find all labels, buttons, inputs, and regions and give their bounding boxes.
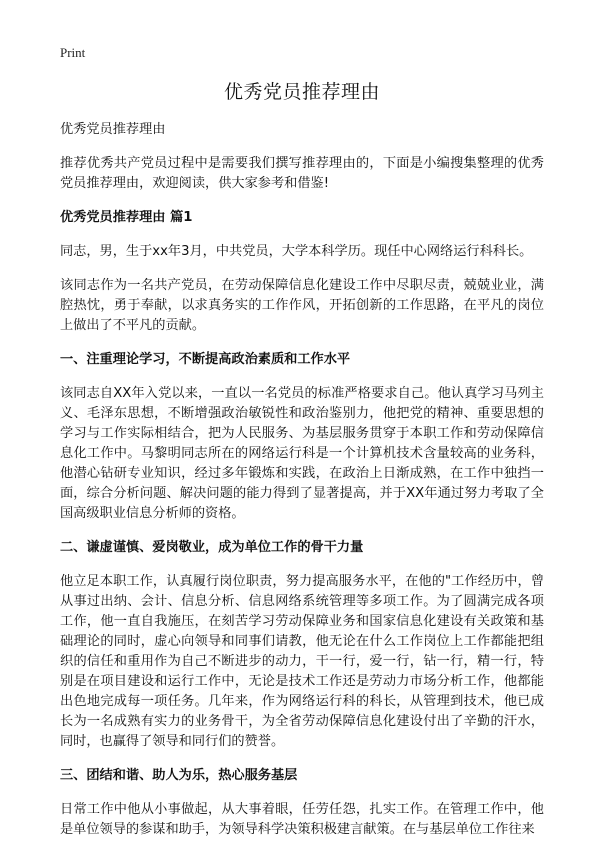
- page-title: 优秀党员推荐理由: [223, 81, 380, 103]
- print-link[interactable]: Print: [60, 45, 86, 60]
- heading-2: 二、谦虚谨慎、爱岗敬业，成为单位工作的骨干力量: [60, 540, 364, 555]
- heading-1: 一、注重理论学习，不断提高政治素质和工作水平: [60, 352, 351, 367]
- intro-paragraph: 推荐优秀共产党员过程中是需要我们撰写推荐理由的，下面是小编搜集整理的优秀党员推荐理由，欢迎阅读，供大家参考和借鉴!: [60, 156, 544, 191]
- section-title: 优秀党员推荐理由 篇1: [60, 210, 193, 225]
- paragraph-2: 该同志作为一名共产党员，在劳动保障信息化建设工作中尽职尽责，兢兢业业，满腔热忱，勇于奉献，以求真务实的工作作风，开拓创新的工作思路，在平凡的岗位上做出了不平凡的贡献。: [60, 278, 544, 333]
- paragraph-4: 他立足本职工作，认真履行岗位职责，努力提高服务水平，在他的"工作经历中，曾从事过出纳、会计、信息分析、信息网络系统管理等多项工作。为了圆满完成各项工作，他一直自我施压，在刻苦学习劳动保障业务和国家信息化建设有关政策和基础理论的同时，虚心向领导和同事们请教，他无论在什么工作岗位上工作都能把组织的信任和重用作为自己不断进步的动力，干一行，爱一行，钻一行，精一行，特别是在项目建设和运行工作中，无论是技术工作还是劳动力市场分析工作，他都能出色地完成每一项任务。几年来，作为网络运行科的科长，从管理到技术，他已成长为一名成熟有实力的业务骨干，为全省劳动保障信息化建设付出了辛勤的汗水，同时，也赢得了领导和同行们的赞誉。: [60, 574, 544, 749]
- document-subtitle: 优秀党员推荐理由: [60, 122, 166, 137]
- document-body: [60, 78, 544, 854]
- paragraph-5: 日常工作中他从小事做起，从大事着眼，任劳任怨，扎实工作。在管理工作中，他是单位领导的参谋和助手，为领导科学决策积极建言献策。在与基层单位工作往来: [60, 802, 544, 837]
- paragraph-3: 该同志自XX年入党以来，一直以一名党员的标准严格要求自己。他认真学习马列主义、毛泽东思想，不断增强政治敏锐性和政治鉴别力，他把党的精神、重要思想的学习与工作实际相结合，把为人民服务、为基层服务贯穿于本职工作和劳动保障信息化工作中。马黎明同志所在的网络运行科是一个计算机技术含量较高的业务科，他潜心钻研专业知识，经过多年锻炼和实践，在政治上日渐成熟，在工作中独挡一面，综合分析问题、解决问题的能力得到了显著提高，并于XX年通过努力考取了全国高级职业信息分析师的资格。: [60, 386, 544, 521]
- heading-3: 三、团结和谐、助人为乐，热心服务基层: [60, 768, 298, 783]
- paragraph-1: 同志，男，生于xx年3月，中共党员，大学本科学历。现任中心网络运行科科长。: [60, 244, 533, 259]
